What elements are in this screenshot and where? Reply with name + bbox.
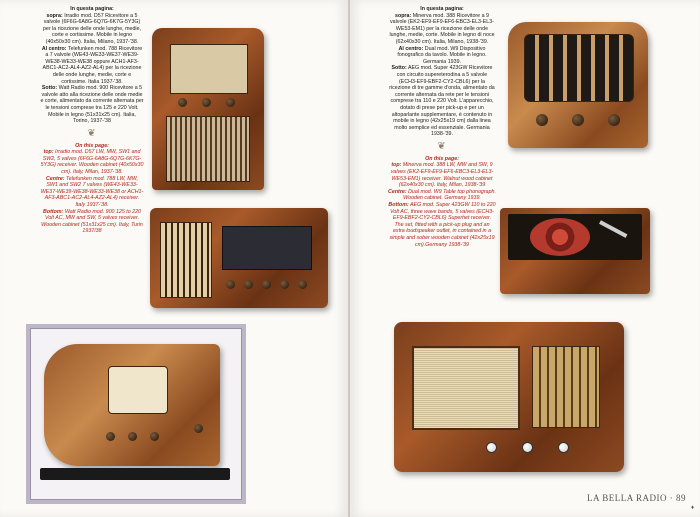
radio-knob <box>226 98 235 107</box>
radio-dial <box>222 226 312 270</box>
right-en-item: Bottom: AEG mod. Super 423GW 110 to 220 Volt AC, three wave bands, 5 valves (ECH3-EF9-EBF2-CY2-CBL6) Superhet receiver. The set, fitted with a pick-up plug and an extra loudspeaker outlet, in contained in a simple and sober wooden cabinet (42x25x19 cm).Germany 1938-'39 <box>388 202 496 248</box>
radio-knob <box>536 114 548 126</box>
radio-knob <box>244 280 253 289</box>
left-it-item: sopra: Irradio mod. D57 Ricevitore a 5 valvole (6F6G-6A8G-6Q7G-6K7G-5Y3G) per la ricezione delle onde lunghe, medie, corte e cortissime. Mobile in legno (40x50x30 cm). Italia, Milano, 1937-'38. <box>42 12 142 45</box>
radio-knob <box>608 114 620 126</box>
radio-knob <box>194 424 203 433</box>
radio-knob <box>150 432 159 441</box>
watt-radio-900-image <box>44 344 220 466</box>
ornament-divider: ❦ <box>87 127 97 139</box>
right-page <box>350 0 700 517</box>
right-it-item: Al centro: Dual mod. W9 Dispositivo fonografico da tavolo. Mobile in legno. Germania 1939. <box>397 45 487 65</box>
radio-knob <box>128 432 137 441</box>
ornament-divider: ❦ <box>437 140 447 152</box>
left-it-item: Al centro: Telefunken mod. 788 Ricevitore a 7 valvole (WE43-WE33-WE37-WE39-WE38-WE33-WE38 oppure ACH1-AF3-ABC1-AC2-AL4-AZ2-AL4) per la ricezione delle onde lunghe, medie, corte e cortissime. Italia 1937-'38. <box>41 45 143 85</box>
minerva-388-image <box>508 22 648 148</box>
radio-knob <box>522 442 533 453</box>
left-en-item: top: Irradio mod. D57 LW, MW, SW1 and SW2, 5 valves (6F6G-6A8G-6Q7G-6K7G-5Y3G) receiver. Wooden cabinet (40x50x30 cm). Italy, Milan, 1937-'38. <box>40 149 144 176</box>
radio-knob <box>486 442 497 453</box>
radio-knob <box>106 432 115 441</box>
page-number: 89 <box>676 493 686 503</box>
right-it-item: Sotto: AEG mod. Super 423GW Ricevitore con circuito supereterodina a 5 valvole (ECH3-EF9-EBF2-CY2-CBL6) per la ricezione di tre gamme d'onda, alimentato da corrente alternata da rete per le tensioni comprese tra 110 e 220 Volt. L'apparecchio, dotato di prese per pick-up e per un altoparlante supplementare, è contenuto in mobile in legno (42x25x19 cm) dalla linea molto semplice ed essenziale. Germania 1938-'39. <box>389 65 495 138</box>
radio-knob <box>280 280 289 289</box>
speaker-grille <box>160 222 212 298</box>
radio-knob <box>298 280 307 289</box>
speaker-cloth <box>412 346 520 430</box>
turntable-platter <box>530 218 590 256</box>
running-title: LA BELLA RADIO <box>587 493 667 503</box>
right-it-item: sopra: Minerva mod. 388 Ricevitore a 9 valvole (EK2-EF9-EF9-EF6-EBC3-EL3-EL3-WE53-EM1) per la ricezione delle onde lunghe, medie, corte. Mobile in legno di noce (62x40x30 cm). Italia, Milano, 1938-'39. <box>389 12 495 45</box>
dual-w9-phonograph-image <box>500 208 650 294</box>
footer-separator: · <box>669 493 674 503</box>
radio-knob <box>558 442 569 453</box>
left-en-item: Bottom: Watt Radio mod. 900 125 to 220 Volt AC, MW and SW, 5 valves receiver. Wooden cabinet (51x31x25 cm). Italy, Turin 1937/38 <box>41 208 143 235</box>
radio-knob <box>202 98 211 107</box>
telefunken-788-image <box>150 208 328 308</box>
irradio-d57-image <box>152 28 264 190</box>
radio-dial <box>532 346 600 428</box>
left-en-block <box>40 143 144 235</box>
right-en-heading: On this page: <box>425 155 459 162</box>
right-en-item: Centre: Dual mod. W9 Table top phonograph. Wooden cabinet. Germany 1939. <box>388 188 496 202</box>
radio-knob <box>226 280 235 289</box>
left-en-heading: On this page: <box>75 142 109 149</box>
radio-base <box>40 468 230 480</box>
running-footer <box>587 493 686 503</box>
radio-dial <box>170 44 248 94</box>
left-en-item: Centre: Telefunken mod. 788 LW, MW, SW1 and SW2 7 valves (WE43-WE33-WE37-WE39-WE38-WE33-WE38 or ACH1-AF3-ABC1-AC2-AL4-AZ2-AL4) receiver. Italy 1937-'38. <box>40 175 144 209</box>
right-en-item: top: Minerva mod. 388 LW, MW and SW, 9 valves (EK2-EF9-EF9-EF6-EBC3-EL3-EL3-WE53-EM1) receiver. Walnut wood cabinet (62x40x30 cm). Italy, Milan, 1938-'39 <box>390 162 494 189</box>
right-en-block <box>388 156 496 248</box>
corner-mark: ♦ <box>690 505 694 511</box>
radio-knob <box>178 98 187 107</box>
radio-dial <box>108 366 168 414</box>
left-caption-block <box>40 6 144 235</box>
radio-knob <box>572 114 584 126</box>
watt-radio-900-frame <box>26 324 246 504</box>
radio-knob <box>262 280 271 289</box>
right-it-heading: In questa pagina: <box>420 6 464 12</box>
speaker-grille <box>166 116 250 182</box>
left-it-heading: In questa pagina: <box>70 6 114 12</box>
left-it-item: Sotto: Watt Radio mod. 900 Ricevitore a 5 valvole atto alla ricezione delle onde medie e corte, alimentato da corrente alternata per le tensioni comprese tra 125 e 220 Volt. Mobile in legno (51x31x25 cm). Italia, Torino, 1937-'38 <box>40 85 144 125</box>
speaker-grille <box>524 34 634 102</box>
right-caption-block <box>388 6 496 248</box>
aeg-super-423gw-image <box>394 322 624 472</box>
left-page <box>0 0 348 517</box>
